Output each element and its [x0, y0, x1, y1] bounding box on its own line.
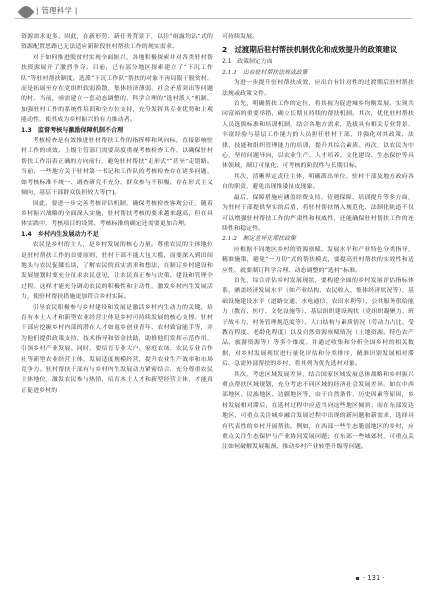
section-header-title: | 管理科学 |: [36, 6, 78, 15]
header-divider: [14, 18, 412, 19]
paragraph: 最后，保障措施应涵盖经费支持、待遇保障、培训提升等多方面，为驻村干部提供坚实的后盾，将驻村帮扶纳入规范化、法制化轨道不仅可以增强驻村帮扶工作的严肃性和权威性，还能确保驻村帮扶工作的连续性和稳定性。: [222, 194, 414, 232]
paragraph: 农民是乡村的主人，是乡村发展的核心力量。尊重农民的主体地位是驻村帮扶工作的首要原则，驻村干部不能大包大揽，而要深入到田间地头与农民促膝长谈，了解农民的真实需求和想法，在制订乡村建设和发展规划时要充分征求农民意见，让农民真正参与决策、建设和管理全过程。这样才能充分调动农民的积极性和主动性，激发乡村内生发展活力，使驻村帮扶措施更加符合乡村实际。: [21, 242, 213, 301]
paragraph: 为进一步提升驻村帮扶成效，应出台有针对性的过渡期后驻村帮扶法规或政策文件。: [222, 80, 414, 97]
paragraph: 对于如何推进脱贫村实现全面振兴，各地积极探索并对各类驻村帮扶资源展开了激烈争夺。目前，已有部分地区探索建立了“下沉工作队”等驻村帮扶制度，选派“下沉工作队”帮扶的对象不再局限于脱贫村，而是拓展至存在党组织软弱涣散、集体经济薄弱、社会矛盾突出等问题的村。当前，亟需建立一套动态调整的、科学合理的“选村派人”机制，加强驻村工作的系统性培训和全方位支持，充分发挥其专业优势和主观能动性，使其成为乡村振兴的有力推动者。: [21, 54, 213, 124]
paragraph: 其次，清晰界定责任主体，明确派出单位、驻村干部及地方政府各自的职责，避免出现推诿扯皮现象。: [222, 173, 414, 191]
paragraph: 可持续发展。: [222, 34, 259, 40]
sub-subsection-heading: 2.1.2 制定差异化帮扶政策: [222, 236, 296, 243]
right-column: [222, 32, 414, 453]
paragraph: 资源需求更多。因此，在新形势、新任务背景下，以往“雨露均沾”式的资源配置思路已无法适应新阶段驻村帮扶工作的现实需求。: [21, 34, 213, 51]
paragraph: 首先，明确帮扶工作的定位，将其视为促进城乡均衡发展、实现共同富裕的重要举措，确立长期且持续的帮扶机制。其次，优化驻村帮扶人员选拔标准和培训机制，结合各地方需求，选拔具有相关专业背景、丰富经验与基层工作能力的人员担任驻村干部，并强化对其政策、法律、技能和组织管理能力的培训，提升其综合素质。再次，以农民为中心，坚持问题导向，以农业生产、人才培养、文化建设、生态保护等具体领域，制订可量化、可考核的阶段性与长期目标。: [222, 101, 414, 170]
paragraph: 考核检查是有效推进驻村帮扶工作的指挥棒和风向标，直接影响驻村工作的成效。上级主管部门需要高度重视考核检查工作，以确保驻村帮扶工作沿着正确的方向前行，避免驻村帮扶“走形式”“甚至”走错路。当前，一些地方关于驻村第一书记和工作队的考核检查存在诸多问题，如考核标准不统一、调查研究不充分、群众参与不积极、存在形式主义倾向，基层干部群众负担较大等[7]。: [21, 138, 213, 197]
page-number: · 131 ·: [363, 574, 385, 582]
paragraph: 首先，综合评估乡村发展现状，要构建全面的乡村发展评估指标体系，涵盖经济发展水平（如产业结构、农民收入、集体经济状况等）、基础设施建设水平（道路交通、水电通信、农田水利等）、公共服务供给能力（教育、医疗、文化设施等）、基层组织建设现状（党组织凝聚力、班子战斗力、村务管理规范度等）、人口结构与素质情况（劳动力占比、受教育程度、老龄化程度）以及自然资源禀赋情况（土地资源、特色农产品、旅游资源等）等多个维度。并通过收集和分析全国乡村的相关数据，对乡村发展现状进行量化评估和分类排序，精准识别发展相对滞后、急需外部帮扶的乡村，将其列为优先选村对象。: [222, 277, 414, 368]
subsection-heading: 1.3 监督考核与激励保障机制不合理: [21, 126, 124, 134]
paragraph: 应根据不同地区乡村的资源禀赋、发展水平和产业特色分类指导，精准施策，避免“一刀切”式的帮扶模式，要提高驻村帮扶的实效性和适应性，就要制订科学合理、动态调整的“选村”标准。: [222, 246, 414, 274]
footer-bullet: [356, 577, 359, 580]
paragraph: 其次，考虑区域发展差异，结合国家区域发展总体战略和乡村振兴重点帮扶区域规划，充分考虑不同区域的经济社会发展差异。如在中西部地区、民族地区、边疆地区等，由于自然条件、历史因素等原因，乡村发展相对滞后，在选村过程中应适当向这些地区倾斜；而在东部发达地区，可重点关注城乡融合发展过程中出现的新问题和新需求，选择具有代表性的乡村开展帮扶。例如，在西部一些生态脆弱地区的乡村，应重点关注生态保护与产业协同发展问题；在东部一些城郊村，可重点关注如何破解发展瓶颈、推动乡村产业转型升级等问题。: [222, 371, 414, 451]
left-column: [21, 32, 213, 396]
sub-subsection-heading: 2.1.1 出台驻村帮扶法规或政策: [222, 69, 308, 76]
paragraph: 因此，要进一步完善考核评估机制，确保考核检查客观公正。随着乡村振兴战略的全面深入实施，驻村帮扶考核的要求越来越高，但在具体实践中，考核项目的设置、考核标准的确定还需要更加合理。: [21, 200, 213, 228]
page-header: [0, 0, 427, 29]
subsection-heading: 1.4 乡村内生发展动力不足: [21, 230, 99, 238]
section-heading: 2 过渡期后驻村帮扶机制优化和成效提升的政策建议: [222, 45, 398, 55]
paragraph: 引导农民积极参与乡村建设和发展是激活乡村内生动力的关键，培育有本土人才和新型农业经营主体是乡村可持续发展的核心支撑。驻村干部应挖掘乡村内部的潜在人才如返乡创业青年、农村致富能手等，并为他们提供政策支持、技术指导和资金扶助，助推他们发挥示范作用，引领乡村产业发展。同时，要培育专业大户、家庭农场、农民专业合作社等新型农业经营主体，发展适度规模经营，提升农业生产效率和市场竞争力。驻村帮扶干部有与乡村内生发展动力紧密结合，充分尊重农民主体地位，激发农民参与热情，培育本土人才和新型经营主体，才能真正促进乡村的: [21, 304, 213, 394]
subsection-heading: 2.1 政策制定方面: [222, 59, 273, 66]
